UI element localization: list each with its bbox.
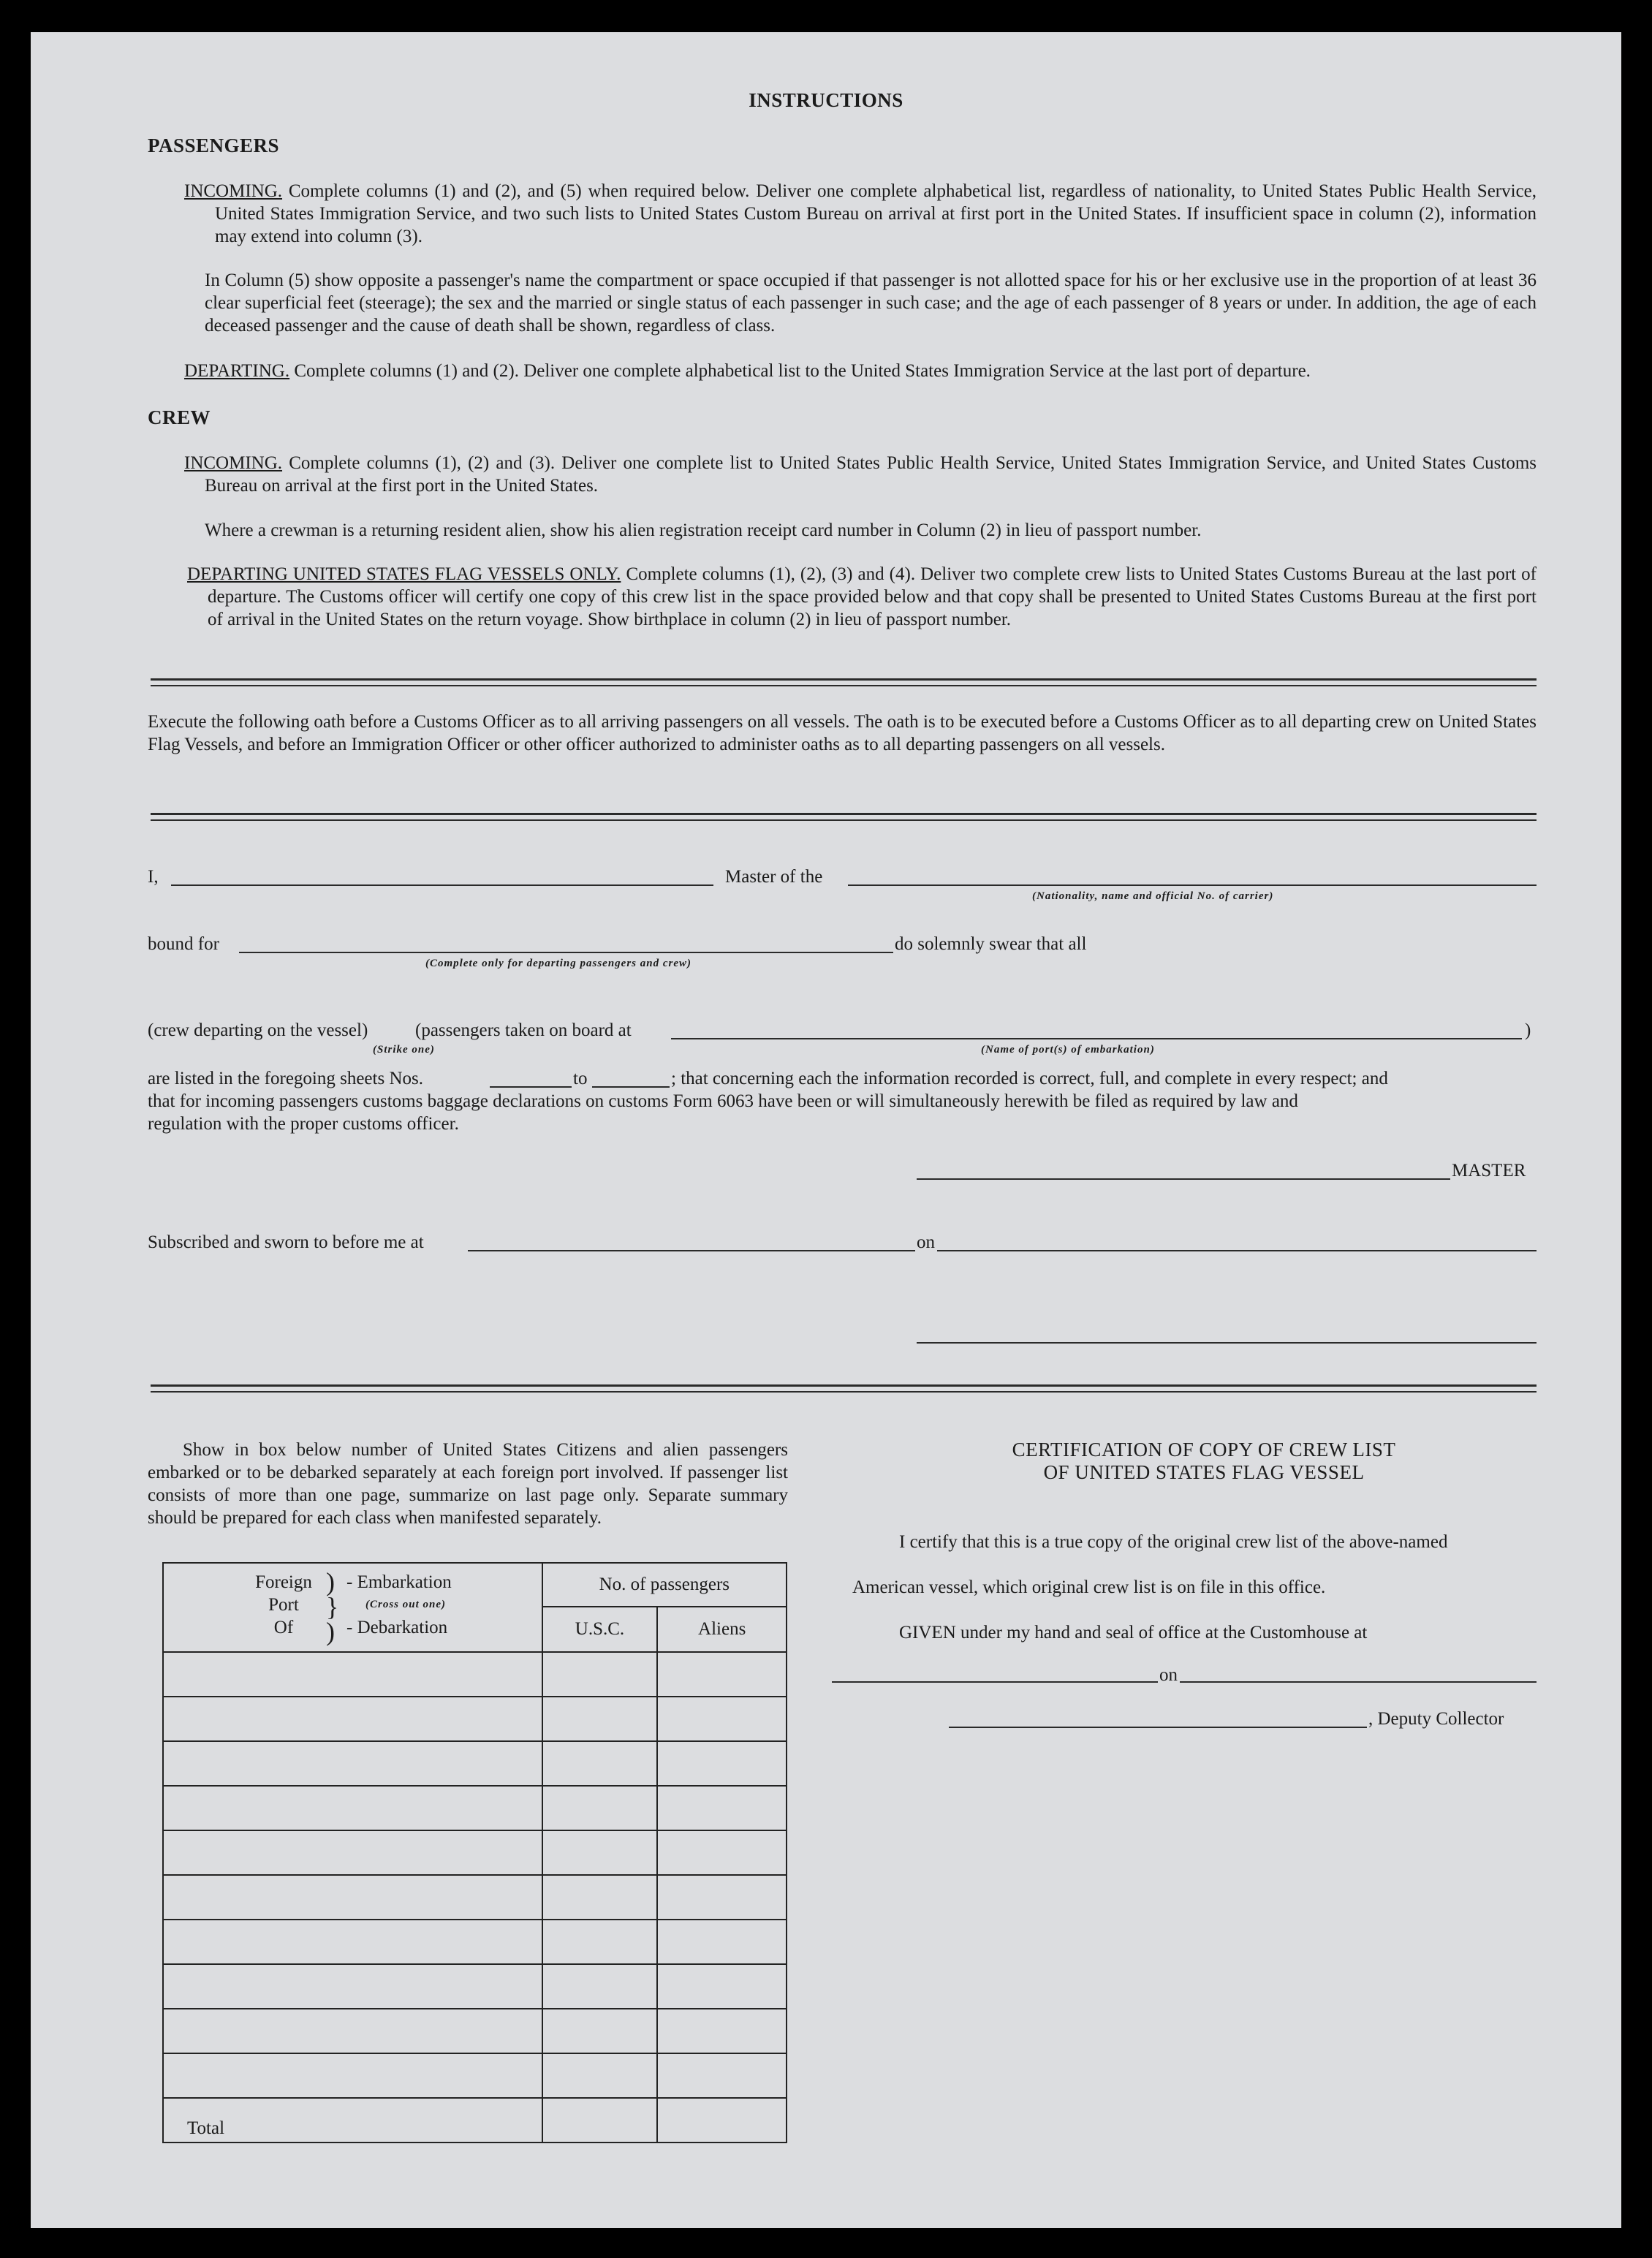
bound-for-label: bound for (148, 934, 219, 954)
usc-cell[interactable] (542, 2053, 658, 2098)
usc-total-cell[interactable] (542, 2098, 658, 2143)
master-label: MASTER (1452, 1161, 1526, 1181)
passengers-taken-option[interactable]: (passengers taken on board at (415, 1020, 632, 1040)
port-cell[interactable] (163, 1697, 542, 1741)
table-row (163, 1652, 787, 1697)
passengers-incoming-text: Complete columns (1) and (2), and (5) when required below. Deliver one complete alphabetical list, regardless of nationality, to United States Public Health Service, United States Immigration Service, and two such lists to United States Custom Bureau on arrival at first port in the United States. If insufficient space in column (2), information may extend into column (3). (215, 181, 1537, 246)
strike-caption: (Strike one) (373, 1044, 435, 1056)
customhouse-field[interactable] (832, 1681, 1158, 1683)
form-page (31, 32, 1621, 2228)
embarkation-label: - Embarkation (346, 1572, 452, 1592)
crew-resident: Where a crewman is a returning resident alien, show his alien registration receipt card number in Column (2) in lieu of passport number. (205, 520, 1202, 540)
col-foreign: Foreign (255, 1572, 312, 1592)
subscribed-on-label: on (917, 1232, 935, 1252)
oath-i-label: I, (148, 867, 159, 887)
passenger-summary-table (162, 1562, 787, 2143)
sheet-from-field[interactable] (490, 1086, 572, 1088)
close-paren: ) (1525, 1020, 1531, 1040)
total-label: Total (163, 2098, 542, 2143)
crew-departing-text: Complete columns (1), (2), (3) and (4). Deliver two complete crew lists to United States Customs Bureau at the last port of departure. The Customs officer will certify one copy of this crew list in the space provided below and that copy shall be presented to United States Customs Bureau at the first port of arrival in the United States on the return voyage. Show birthplace in column (2) in lieu of passport number. (208, 564, 1537, 629)
port-cell[interactable] (163, 1652, 542, 1697)
master-of-label: Master of the (725, 867, 823, 887)
aliens-cell[interactable] (657, 1697, 787, 1741)
subscribed-at-field[interactable] (468, 1250, 915, 1251)
table-row (163, 1920, 787, 1964)
aliens-cell[interactable] (657, 2053, 787, 2098)
usc-cell[interactable] (542, 1652, 658, 1697)
crew-incoming (184, 452, 1537, 497)
listed-label: are listed in the foregoing sheets Nos. (148, 1069, 423, 1088)
aliens-total-cell[interactable] (657, 2098, 787, 2143)
aliens-cell[interactable] (657, 1786, 787, 1830)
subscribed-label: Subscribed and sworn to before me at (148, 1232, 424, 1252)
crew-departing-label: DEPARTING UNITED STATES FLAG VESSELS ONLY. (187, 564, 621, 584)
oath-instruction: Execute the following oath before a Customs Officer as to all arriving passengers on all vessels. The oath is to be executed before a Customs Officer as to all departing crew on United States Flag Vessels, and before an Immigration Officer or other officer authorized to administer oaths as to all departing passengers on all vessels. (148, 712, 1537, 754)
passengers-incoming (184, 180, 1537, 248)
cross-out-caption: (Cross out one) (365, 1599, 447, 1610)
certification-title-2: OF UNITED STATES FLAG VESSEL (1043, 1461, 1365, 1483)
crew-incoming-text: Complete columns (1), (2) and (3). Deliver one complete list to United States Public Health Service, United States Immigration Service, and United States Customs Bureau on arrival at the first port in the United States. (205, 453, 1537, 496)
table-row (163, 1697, 787, 1741)
swear-label: do solemnly swear that all (895, 934, 1087, 954)
port-cell[interactable] (163, 2009, 542, 2053)
carrier-field[interactable] (848, 884, 1537, 886)
table-row (163, 2009, 787, 2053)
port-cell[interactable] (163, 1875, 542, 1920)
aliens-cell[interactable] (657, 1920, 787, 1964)
foreign-port-header (163, 1563, 542, 1652)
crew-heading: CREW (148, 406, 211, 428)
divider (151, 813, 1537, 821)
table-row (163, 1830, 787, 1875)
usc-cell[interactable] (542, 1830, 658, 1875)
passengers-departing-text: Complete columns (1) and (2). Deliver one complete alphabetical list to the United States Immigration Service at the last port of departure. (294, 361, 1311, 381)
certify-text: I certify that this is a true copy of the original crew list of the above-named (899, 1532, 1448, 1552)
usc-header: U.S.C. (542, 1607, 658, 1652)
divider (151, 1384, 1537, 1393)
usc-cell[interactable] (542, 1786, 658, 1830)
debarkation-label: - Debarkation (346, 1618, 448, 1637)
crew-incoming-label: INCOMING. (184, 453, 283, 473)
aliens-cell[interactable] (657, 1964, 787, 2009)
deputy-signature-field[interactable] (949, 1727, 1367, 1728)
to-label: to (573, 1069, 588, 1088)
usc-cell[interactable] (542, 1920, 658, 1964)
table-row (163, 1786, 787, 1830)
port-cell[interactable] (163, 1830, 542, 1875)
port-cell[interactable] (163, 1964, 542, 2009)
table-row (163, 1964, 787, 2009)
passengers-incoming-label: INCOMING. (184, 181, 283, 201)
table-row (163, 1741, 787, 1786)
crew-departing (187, 563, 1537, 631)
port-cell[interactable] (163, 1741, 542, 1786)
listed-text: ; that concerning each the information recorded is correct, full, and complete in every respect; and (671, 1069, 1388, 1088)
certify-text-2: American vessel, which original crew list is on file in this office. (852, 1577, 1326, 1597)
listed-text-3: regulation with the proper customs officer. (148, 1114, 459, 1134)
page-title: INSTRUCTIONS (749, 89, 903, 111)
col-port: Port (268, 1595, 299, 1615)
certification-title-1: CERTIFICATION OF COPY OF CREW LIST (1012, 1439, 1396, 1460)
summary-text: Show in box below number of United States Citizens and alien passengers embarked or to be debarked separately at each foreign port involved. If passenger list consists of more than one page, summarize on last page only. Separate summary should be prepared for each class when manifested separately. (148, 1440, 788, 1528)
subscribed-date-field[interactable] (937, 1250, 1537, 1251)
total-row (163, 2098, 787, 2143)
passengers-departing-label: DEPARTING. (184, 361, 290, 381)
port-cell[interactable] (163, 2053, 542, 2098)
divider (151, 678, 1537, 686)
passengers-column5: In Column (5) show opposite a passenger's name the compartment or space occupied if that passenger is not allotted space for his or her exclusive use in the proportion of at least 36 clear superficial feet (steerage); the sex and the married or single status of each passenger in such case; and the age of each passenger of 8 years or under. In addition, the age of each deceased passenger and the cause of death shall be shown, regardless of class. (205, 270, 1537, 336)
passengers-heading: PASSENGERS (148, 135, 280, 156)
table-row (163, 1875, 787, 1920)
aliens-header: Aliens (657, 1607, 787, 1652)
officer-signature-field[interactable] (917, 1342, 1537, 1344)
embarkation-port-field[interactable] (671, 1038, 1522, 1039)
port-cell[interactable] (163, 1920, 542, 1964)
nationality-caption: (Nationality, name and official No. of carrier) (1032, 890, 1274, 902)
table-row (163, 2053, 787, 2098)
col-of: Of (273, 1618, 294, 1637)
usc-cell[interactable] (542, 2009, 658, 2053)
aliens-cell[interactable] (657, 2009, 787, 2053)
usc-cell[interactable] (542, 1697, 658, 1741)
listed-line (148, 1067, 423, 1090)
cert-on-label: on (1159, 1665, 1178, 1685)
sheet-to-field[interactable] (592, 1086, 670, 1088)
port-caption: (Name of port(s) of embarkation) (981, 1044, 1155, 1056)
listed-text-2: that for incoming passengers customs baggage declarations on customs Form 6063 have been or will simultaneously herewith be filed as required by law and (148, 1091, 1298, 1111)
master-signature-field[interactable] (917, 1178, 1450, 1180)
cert-date-field[interactable] (1180, 1681, 1537, 1683)
aliens-cell[interactable] (657, 1741, 787, 1786)
brace-icon: ) } ) (326, 1567, 339, 1646)
aliens-cell[interactable] (657, 1652, 787, 1697)
aliens-cell[interactable] (657, 1830, 787, 1875)
deputy-label: , Deputy Collector (1368, 1709, 1504, 1729)
usc-cell[interactable] (542, 1964, 658, 2009)
bound-for-field[interactable] (239, 952, 893, 953)
given-text: GIVEN under my hand and seal of office at the Customhouse at (899, 1623, 1368, 1643)
crew-departing-option[interactable]: (crew departing on the vessel) (148, 1020, 368, 1040)
no-passengers-header: No. of passengers (542, 1563, 787, 1607)
usc-cell[interactable] (542, 1741, 658, 1786)
port-cell[interactable] (163, 1786, 542, 1830)
passengers-departing (184, 360, 1537, 382)
usc-cell[interactable] (542, 1875, 658, 1920)
aliens-cell[interactable] (657, 1875, 787, 1920)
bound-caption: (Complete only for departing passengers and crew) (425, 958, 692, 969)
master-name-field[interactable] (171, 884, 713, 886)
